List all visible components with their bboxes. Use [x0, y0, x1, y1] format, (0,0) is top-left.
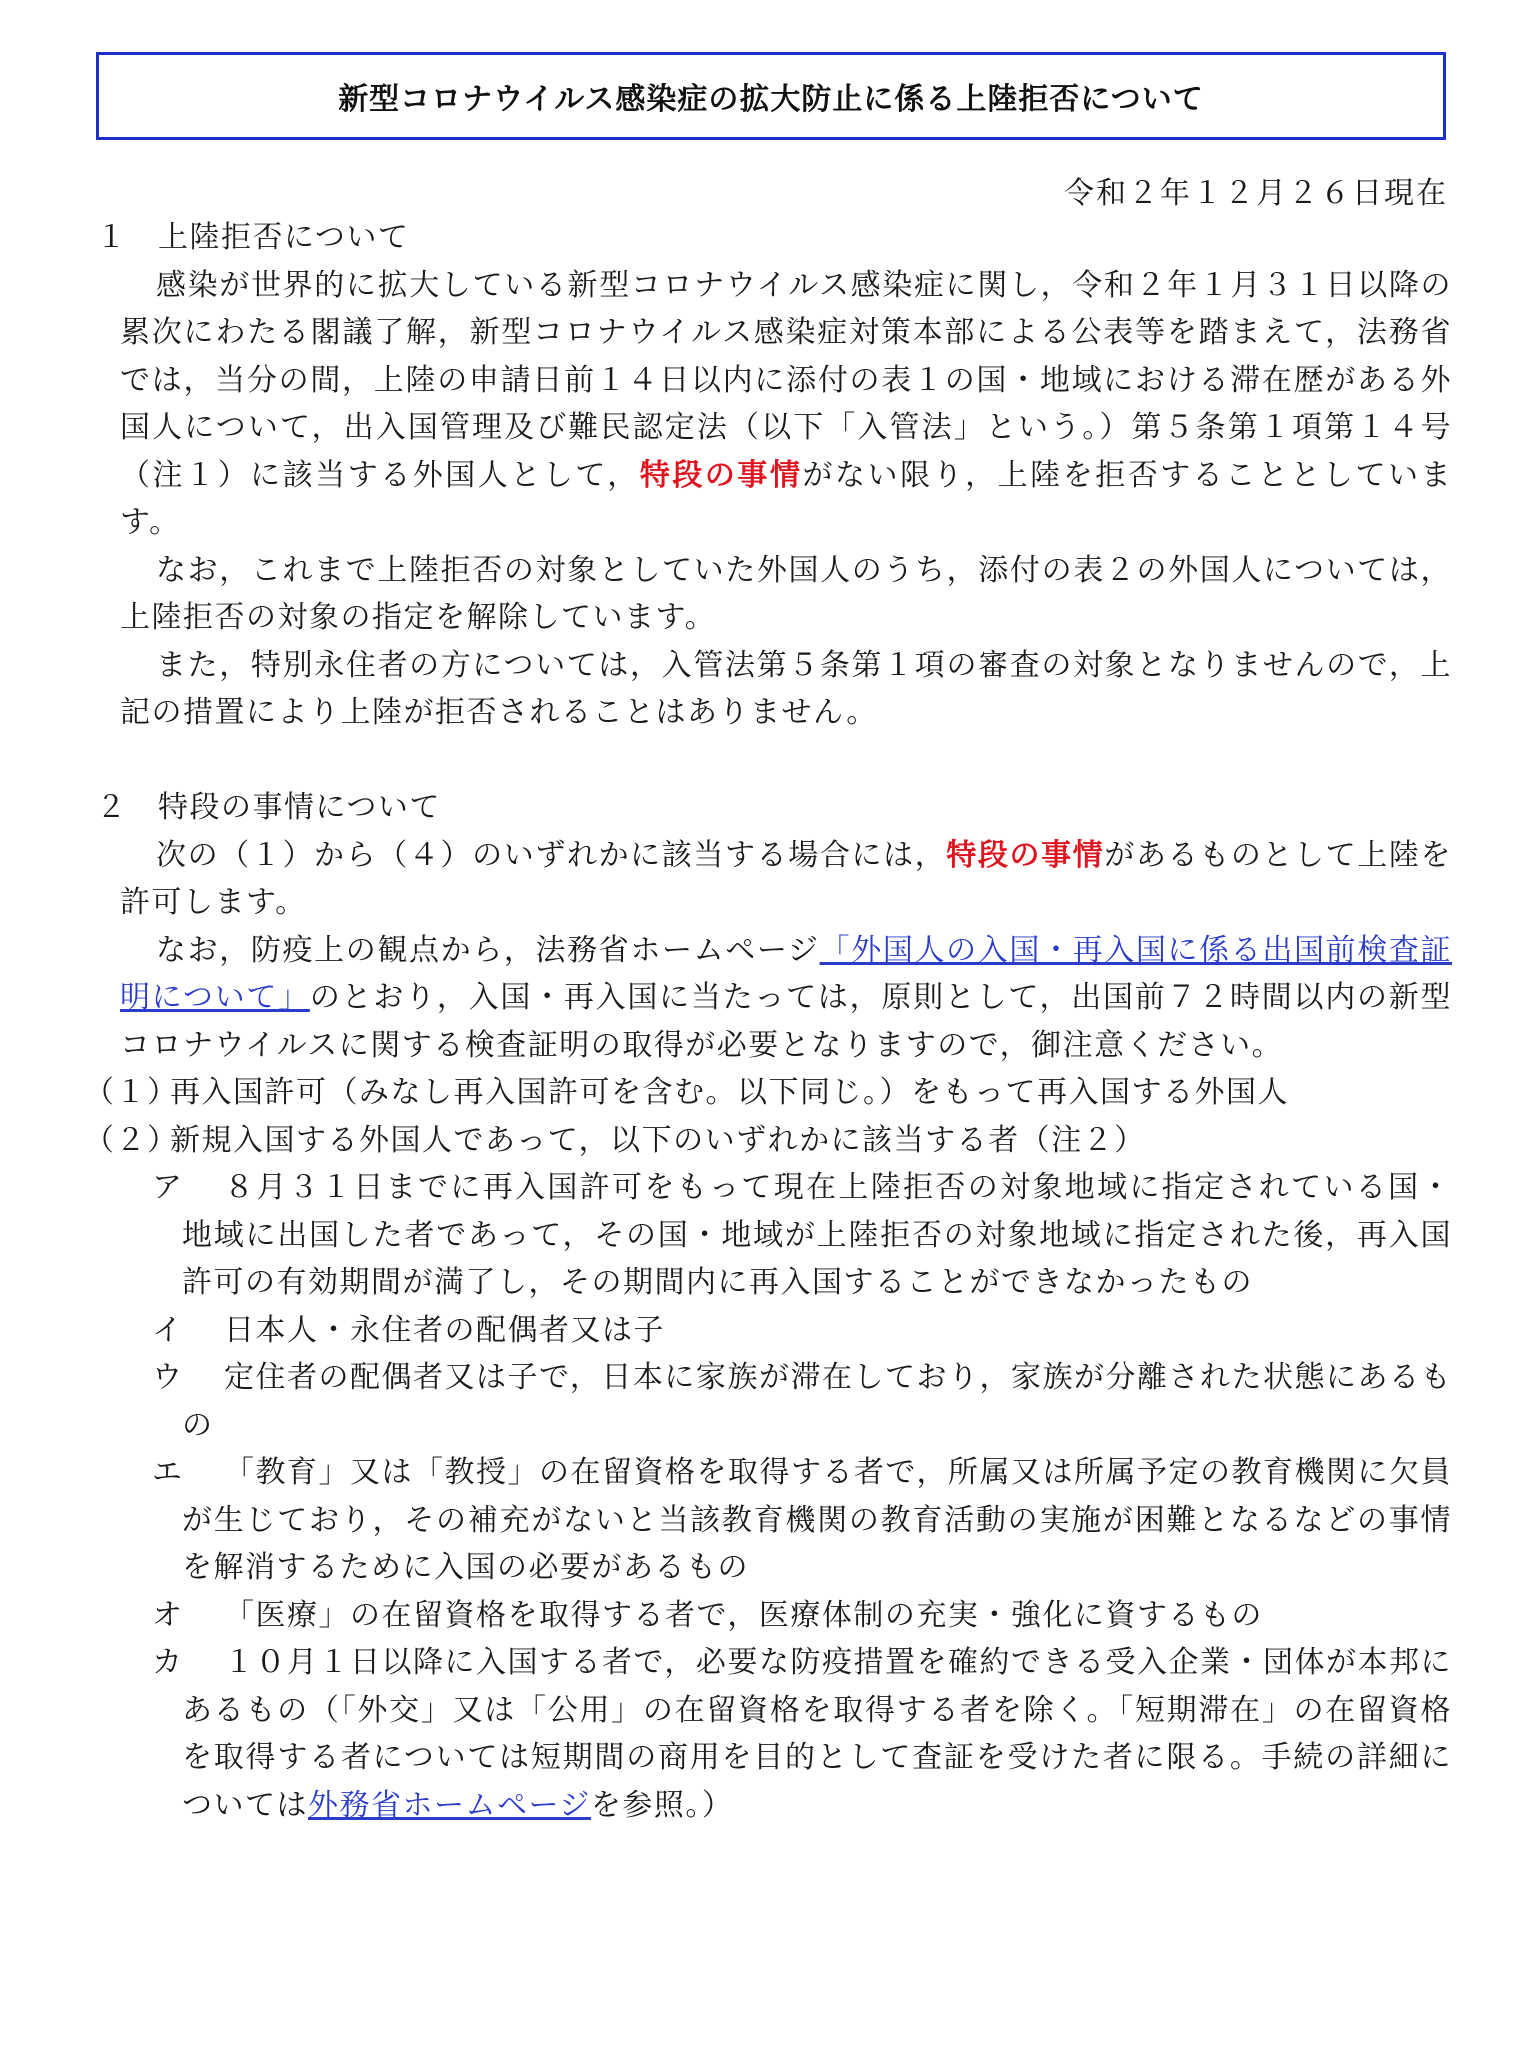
subitem-mark: ウ: [152, 1360, 184, 1395]
section1-heading-text: 上陸拒否について: [158, 220, 410, 255]
item-1-number: （１）: [84, 1075, 179, 1110]
section2-p1-text-a: 次の（１）から（４）のいずれかに該当する場合には，: [156, 837, 947, 873]
section2-paragraph1: [96, 832, 1452, 927]
subitem-text: ８月３１日までに再入国許可をもって現在上陸拒否の対象地域に指定されている国・地域に出国した者であって，その国・地域が上陸拒否の対象地域に指定された後，再入国許可の有効期間が満了し，その期間内に再入国することができなかったもの: [182, 1170, 1452, 1300]
section1-paragraph2: なお，これまで上陸拒否の対象としていた外国人のうち，添付の表２の外国人については，上陸拒否の対象の指定を解除しています。: [120, 552, 1452, 635]
special-circumstances-highlight: 特段の事情: [639, 457, 803, 493]
subitem-ka-text-b: を参照。）: [590, 1787, 734, 1823]
subitem-ka: [96, 1639, 1452, 1829]
subitem: [96, 1449, 1452, 1592]
subitem-mark: ア: [152, 1170, 184, 1205]
section1-paragraph3: また，特別永住者の方については，入管法第５条第１項の審査の対象となりませんので，上記の措置により上陸が拒否されることはありません。: [120, 647, 1452, 730]
subitem-mark: オ: [152, 1597, 184, 1633]
subitem: [96, 1307, 1452, 1355]
title-box: [96, 52, 1446, 140]
section2-paragraph2: [96, 927, 1452, 1070]
section2-number: ２: [96, 790, 128, 825]
section2-p2-text-b: のとおり，入国・再入国に当たっては，原則として，出国前７２時間以内の新型コロナウイルスに関する検査証明の取得が必要となりますので，御注意ください。: [120, 980, 1453, 1063]
subitem-text: 日本人・永住者の配偶者又は子: [224, 1312, 665, 1348]
subitem: [96, 1164, 1452, 1307]
section2-p1-text-b: があるものとして上陸を許可します。: [120, 837, 1453, 920]
section1-number: １: [96, 220, 128, 255]
item-2-text: 新規入国する外国人であって，以下のいずれかに該当する者（注２）: [170, 1122, 1146, 1158]
section-spacer: [96, 737, 1452, 785]
pre-departure-test-link[interactable]: 「外国人の入国・再入国に係る出国前検査証明について」: [120, 932, 1452, 1015]
section1-p1-text-b: がない限り，上陸を拒否することとしています。: [120, 457, 1453, 540]
document-body: [84, 214, 1453, 1829]
item-1: [84, 1069, 1452, 1117]
section2-p2-text-a: なお，防疫上の観点から，法務省ホームページ: [156, 932, 820, 968]
subitem-ka-text: [182, 1639, 1452, 1829]
section1-p1-text-a: 感染が世界的に拡大している新型コロナウイルス感染症に関し，令和２年１月３１日以降の累次にわたる閣議了解，新型コロナウイルス感染症対策本部による公表等を踏まえて，法務省では，当分の間，上陸の申請日前１４日以内に添付の表１の国・地域における滞在歴がある外国人について，出入国管理及び難民認定法（以下「入管法」という。）第５条第１項第１４号（注１）に該当する外国人として，: [120, 267, 1452, 493]
item-2-number: （２）: [84, 1122, 179, 1158]
item-1-text-content: 再入国許可（みなし再入国許可を含む。以下同じ。）をもって再入国する外国人: [170, 1075, 1289, 1110]
subitem-text: 「教育」又は「教授」の在留資格を取得する者で，所属又は所属予定の教育機関に欠員が生じており，その補充がないと当該教育機関の教育活動の実施が困難となるなどの事情を解消するために入国の必要があるもの: [182, 1455, 1452, 1585]
mofa-homepage-link[interactable]: 外務省ホームページ: [308, 1787, 591, 1823]
document-title: 新型コロナウイルス感染症の拡大防止に係る上陸拒否について: [338, 82, 1204, 117]
document-date: 令和２年１２月２６日現在: [1064, 176, 1448, 211]
subitem-mark: イ: [152, 1312, 184, 1348]
section2-heading: [96, 784, 1452, 832]
special-circumstances-highlight-2: 特段の事情: [946, 837, 1105, 873]
subitem: [96, 1354, 1452, 1449]
subitem-ka-text-a: １０月１日以降に入国する者で，必要な防疫措置を確約できる受入企業・団体が本邦にあるもの（「外交」又は「公用」の在留資格を取得する者を除く。「短期滞在」の在留資格を取得する者については短期間の商用を目的として査証を受けた者に限る。手続の詳細については: [182, 1645, 1452, 1823]
subitem-text: 定住者の配偶者又は子で，日本に家族が滞在しており，家族が分離された状態にあるもの: [182, 1360, 1452, 1443]
subitem-text: 「医療」の在留資格を取得する者で，医療体制の充実・強化に資するもの: [224, 1597, 1263, 1633]
item-1-text: [96, 1069, 1452, 1117]
section1-heading: [96, 214, 1452, 262]
item-2: [84, 1117, 1452, 1165]
section1-paragraph1: [96, 262, 1452, 547]
subitem: [96, 1592, 1452, 1640]
subitem-mark: エ: [152, 1455, 184, 1490]
section2-heading-text: 特段の事情について: [158, 790, 441, 825]
subitem-list: [96, 1164, 1452, 1639]
subitem-ka-mark: カ: [152, 1645, 184, 1680]
